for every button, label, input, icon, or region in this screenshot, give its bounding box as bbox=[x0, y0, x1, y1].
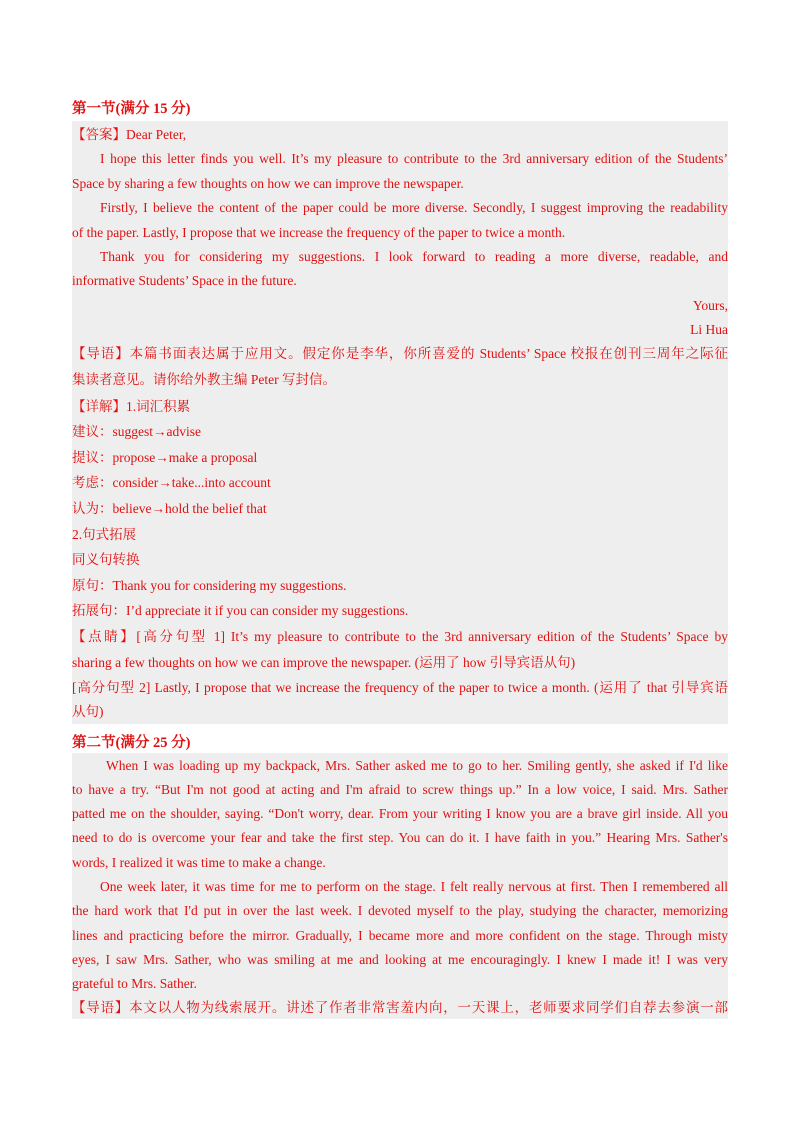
story-line: need to do is overcome your fear and take the first step. You can do it. I have faith in you.” Hearing Mrs. Sather's bbox=[72, 830, 728, 845]
guide-line: 【导语】本文以人物为线索展开。讲述了作者非常害羞内向，一天课上，老师要求同学们自荐去参演一部 bbox=[72, 1000, 728, 1015]
comment-line: 【点睛】[高分句型 1] It’s my pleasure to contribute to the 3rd anniversary edition of the Students’ Space by bbox=[72, 629, 728, 644]
story-line: lines and practicing before the mirror. Gradually, I became more and more confident on the stage. Through misty bbox=[72, 928, 728, 943]
story-line: grateful to Mrs. Sather. bbox=[72, 976, 197, 991]
detail-line: 考虑：consider→take...into account bbox=[72, 475, 271, 490]
answer-line: Space by sharing a few thoughts on how we can improve the newspaper. bbox=[72, 176, 464, 191]
story-line: words, I realized it was time to make a change. bbox=[72, 855, 326, 870]
section2-heading: 第二节(满分 25 分) bbox=[72, 735, 191, 751]
story-line: When I was loading up my backpack, Mrs. Sather asked me to go to her. Smiling gently, she asked if I'd like bbox=[106, 758, 728, 773]
comment-line: [高分句型 2] Lastly, I propose that we increase the frequency of the paper to twice a month. (运用了 that 引导宾语 bbox=[72, 680, 728, 695]
answer-salutation: 【答案】Dear Peter, bbox=[72, 127, 187, 142]
story-line: the hard work that I'd put in over the last week. I devoted myself to the play, studying the character, memorizing bbox=[72, 903, 728, 918]
comment-line: sharing a few thoughts on how we can improve the newspaper. (运用了 how 引导宾语从句) bbox=[72, 655, 576, 670]
section1-heading: 第一节(满分 15 分) bbox=[72, 101, 191, 117]
comment-line: 从句) bbox=[72, 704, 104, 719]
guide-line: 【导语】本篇书面表达属于应用文。假定你是李华，你所喜爱的 Students’ Space 校报在创刊三周年之际征 bbox=[72, 346, 728, 361]
story-line: to have a try. “But I'm not good at acting and I'm afraid to screw things up.” In a low voice, I said. Mrs. Sather bbox=[72, 782, 728, 797]
answer-line: Firstly, I believe the content of the paper could be more diverse. Secondly, I suggest improving the readability bbox=[100, 200, 728, 215]
section2-shaded-block bbox=[72, 753, 728, 1019]
answer-line: informative Students’ Space in the future. bbox=[72, 273, 297, 288]
story-line: eyes, I saw Mrs. Sather, who was smiling at me and looking at me encouragingly. I knew I made it! I was very bbox=[72, 952, 728, 967]
story-line: One week later, it was time for me to perform on the stage. I felt really nervous at first. Then I remembered all bbox=[100, 879, 728, 894]
detail-line: 建议：suggest→advise bbox=[72, 424, 201, 439]
guide-line: 集读者意见。请你给外教主编 Peter 写封信。 bbox=[72, 372, 336, 387]
detail-line: 2.句式拓展 bbox=[72, 527, 137, 542]
detail-line: 认为：believe→hold the belief that bbox=[72, 501, 267, 516]
answer-line: Thank you for considering my suggestions. I look forward to reading a more diverse, readable, and bbox=[100, 249, 728, 264]
section1-shaded-block bbox=[72, 121, 728, 724]
answer-closing: Yours, bbox=[692, 298, 728, 313]
answer-line: I hope this letter finds you well. It’s my pleasure to contribute to the 3rd anniversary edition of the Students’ bbox=[100, 151, 728, 166]
answer-line: of the paper. Lastly, I propose that we increase the frequency of the paper to twice a month. bbox=[72, 225, 566, 240]
detail-line: 提议：propose→make a proposal bbox=[72, 450, 258, 465]
story-line: patted me on the shoulder, saying. “Don't worry, dear. From your writing I know you are a brave girl inside. All you bbox=[72, 806, 728, 821]
detail-line: 同义句转换 bbox=[72, 552, 140, 567]
detail-line: 原句：Thank you for considering my suggestions. bbox=[72, 578, 347, 593]
detail-line: 拓展句：I’d appreciate it if you can consider my suggestions. bbox=[72, 603, 409, 618]
answer-signature: Li Hua bbox=[690, 322, 728, 337]
detail-line: 【详解】1.词汇积累 bbox=[72, 399, 191, 414]
